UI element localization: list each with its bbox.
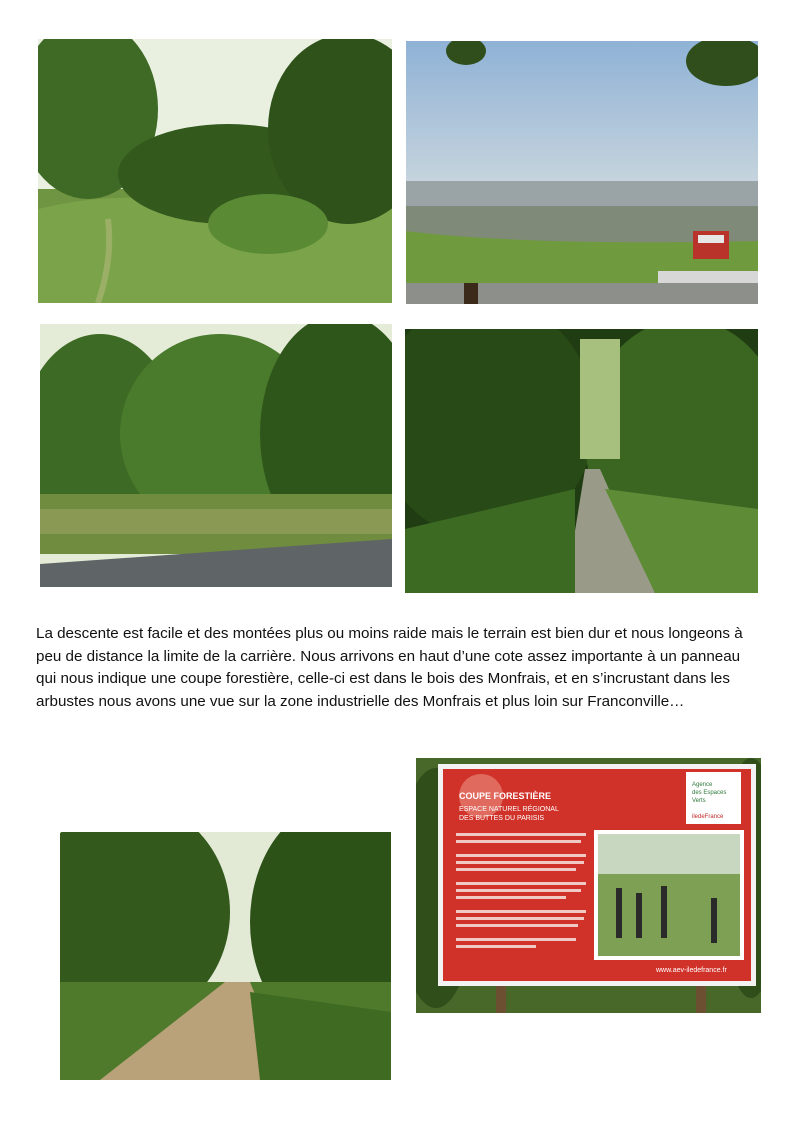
sign-subtitle-line1: ESPACE NATUREL RÉGIONAL <box>459 806 559 813</box>
region-logo: iledeFrance <box>692 814 724 820</box>
sign-subtitle-line2: DES BUTTES DU PARISIS <box>459 815 545 822</box>
photo-forest-edge-road <box>40 324 392 587</box>
photo-panorama-view <box>406 41 758 304</box>
description-paragraph: La descente est facile et des montées plus ou moins raide mais le terrain est bien dur et nous longeons à peu de distance la limite de la carrière. Nous arrivons en haut d’une cote assez importante à un panneau qui nous indique une coupe forestière, celle-ci est dans le bois des Monfrais, et en s’incrustant dans les arbustes nous avons une vue sur la zone industrielle des Monfrais et plus loin sur Franconville… <box>36 625 743 710</box>
sign-title: COUPE FORESTIÈRE <box>459 791 552 801</box>
logo-line2: des Espaces <box>692 790 727 796</box>
photo-sign-board <box>416 758 761 1013</box>
sign-url: www.aev-iledefrance.fr <box>656 967 727 974</box>
logo-line3: Verts <box>692 798 706 804</box>
photo-dirt-path <box>60 832 391 1080</box>
logo-line1: Agence <box>692 782 713 788</box>
photo-forest-clearing <box>38 39 392 303</box>
photo-forest-path <box>405 329 758 593</box>
